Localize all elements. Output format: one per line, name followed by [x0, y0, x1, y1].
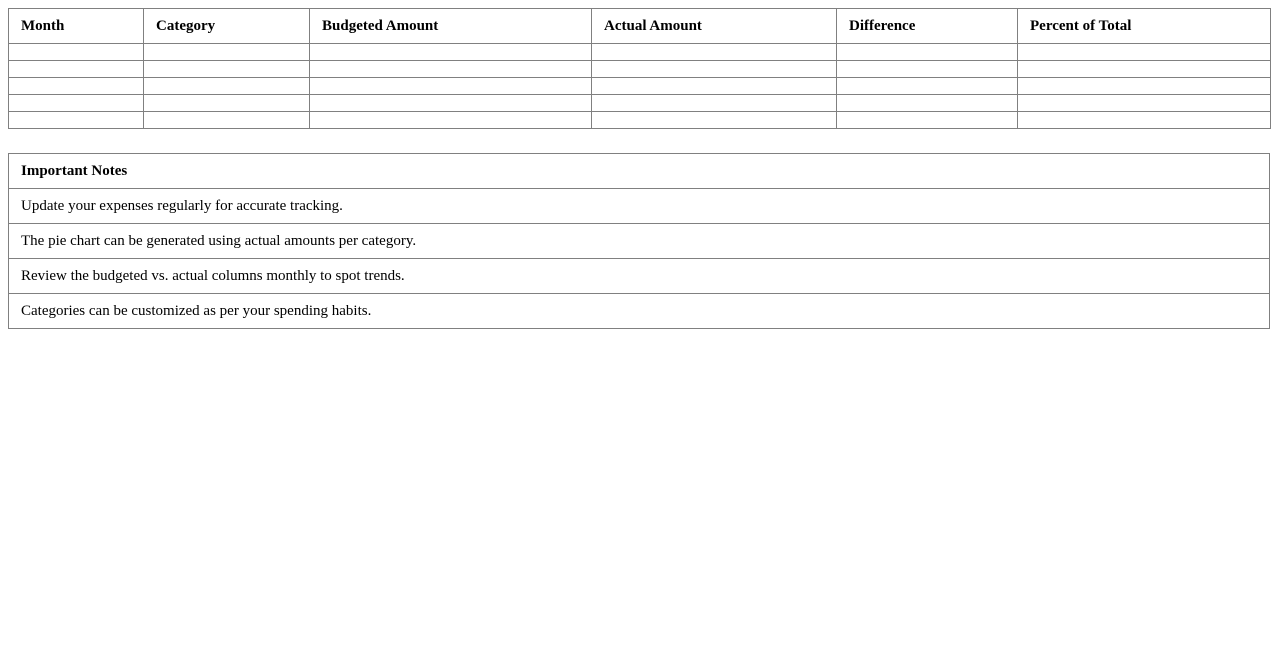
table-cell-percent-of-total — [1018, 44, 1271, 61]
notes-table — [8, 153, 1270, 329]
table-cell-difference — [837, 78, 1018, 95]
table-cell-actual-amount — [592, 78, 837, 95]
table-cell-budgeted-amount — [310, 44, 592, 61]
table-cell-category — [144, 112, 310, 129]
table-row — [9, 78, 1271, 95]
note-row — [9, 224, 1270, 259]
column-header-actual-amount: Actual Amount — [592, 9, 837, 44]
table-cell-budgeted-amount — [310, 61, 592, 78]
column-header-difference: Difference — [837, 9, 1018, 44]
table-cell-percent-of-total — [1018, 112, 1271, 129]
table-cell-month — [9, 78, 144, 95]
table-cell-difference — [837, 61, 1018, 78]
note-row — [9, 294, 1270, 329]
table-cell-percent-of-total — [1018, 78, 1271, 95]
table-cell-category — [144, 44, 310, 61]
table-row — [9, 44, 1271, 61]
notes-title: Important Notes — [9, 154, 1270, 189]
table-cell-percent-of-total — [1018, 61, 1271, 78]
table-cell-percent-of-total — [1018, 95, 1271, 112]
table-cell-budgeted-amount — [310, 95, 592, 112]
page-content — [8, 8, 1270, 329]
table-row — [9, 112, 1271, 129]
column-header-category: Category — [144, 9, 310, 44]
table-cell-month — [9, 112, 144, 129]
table-cell-difference — [837, 95, 1018, 112]
note-item: The pie chart can be generated using actual amounts per category. — [9, 224, 1270, 259]
column-header-percent-of-total: Percent of Total — [1018, 9, 1271, 44]
budget-table — [8, 8, 1271, 129]
column-header-budgeted-amount: Budgeted Amount — [310, 9, 592, 44]
note-item: Categories can be customized as per your spending habits. — [9, 294, 1270, 329]
table-cell-budgeted-amount — [310, 112, 592, 129]
table-cell-actual-amount — [592, 112, 837, 129]
table-cell-month — [9, 44, 144, 61]
note-item: Update your expenses regularly for accurate tracking. — [9, 189, 1270, 224]
table-row — [9, 61, 1271, 78]
table-cell-actual-amount — [592, 44, 837, 61]
table-cell-month — [9, 95, 144, 112]
table-cell-budgeted-amount — [310, 78, 592, 95]
note-row — [9, 259, 1270, 294]
notes-header-row — [9, 154, 1270, 189]
table-row — [9, 95, 1271, 112]
table-cell-category — [144, 78, 310, 95]
table-cell-month — [9, 61, 144, 78]
note-row — [9, 189, 1270, 224]
table-cell-category — [144, 95, 310, 112]
table-cell-actual-amount — [592, 95, 837, 112]
table-cell-difference — [837, 112, 1018, 129]
note-item: Review the budgeted vs. actual columns monthly to spot trends. — [9, 259, 1270, 294]
budget-table-header-row — [9, 9, 1271, 44]
table-cell-category — [144, 61, 310, 78]
table-cell-difference — [837, 44, 1018, 61]
column-header-month: Month — [9, 9, 144, 44]
table-cell-actual-amount — [592, 61, 837, 78]
